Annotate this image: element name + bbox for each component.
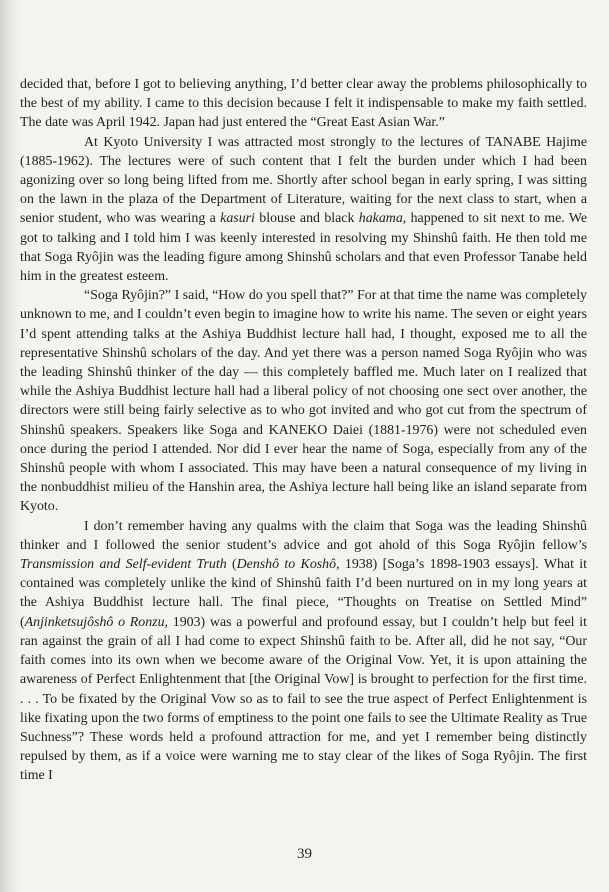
text-run: (: [226, 557, 237, 573]
text-run: blouse and black: [254, 211, 359, 227]
italic-text: Transmission and Self-evident Truth: [20, 557, 227, 573]
paragraph: [20, 517, 587, 786]
text-run: I don’t remember having any qualms with the claim that Soga was the leading Shinshû thinker and I followed the senior student’s advice and got ahold of this Soga Ryôjin fellow’s: [20, 518, 587, 553]
paragraph: [20, 133, 587, 287]
page-number: 39: [297, 846, 312, 862]
italic-text: hakama: [358, 211, 403, 227]
text-run: “Soga Ryôjin?” I said, “How do you spell that?” For at that time the name was completely unknown to me, and I couldn’t even begin to imagine how to write his name. The seven or eight years I’d spent attending talks at the Ashiya Buddhist lecture hall had, I thought, exposed me to all the representative Shinshû scholars of the day. And yet there was a person named Soga Ryôjin who was the leading Shinshû thinker of the day — this completely baffled me. Much later on I realized that while the Ashiya Buddhist lecture hall had a liberal policy of not choosing one sect over another, the directors were still being fairly selective as to who got invited and who got cut from the spectrum of Shinshû speakers. Speakers like Soga and KANEKO Daiei (1881-1976) were not scheduled even once during the period I attended. Nor did I ever hear the name of Soga, especially from any of the Shinshû people with whom I associated. This may have been a natural consequence of my living in the nonbuddhist milieu of the Hanshin area, the Ashiya lecture hall being like an island separate from Kyoto.: [20, 288, 587, 515]
paragraph: [20, 75, 587, 133]
text-run: , happened to sit next to me. We got to talking and I told him I was keenly interested in resolving my Shinshû faith. He then told me that Soga Ryôjin was the leading figure among Shinshû scholars and that even Professor Tanabe held him in the greatest esteem.: [20, 211, 588, 285]
text-run: At Kyoto University I was attracted most strongly to the lectures of TANABE Hajime (1885-1962). The lectures were of such content that I felt the burden under which I had been agonizing over so long being lifted from me. Shortly after school began in early spring, I was sitting on the lawn in the plaza of the Department of Literature, waiting for the next class to start, when a senior student, who was wearing a: [20, 134, 587, 227]
body-text: [20, 75, 587, 786]
italic-text: Anjinketsujôshô o Ronzu: [24, 614, 165, 630]
italic-text: Denshô to Koshô: [236, 557, 337, 573]
italic-text: kasuri: [220, 211, 255, 227]
text-run: , 1903) was a powerful and profound essay, but I couldn’t help but feel it ran against the grain of all I had come to expect Shinshû faith to be. After all, did he not say, “Our faith comes into its own when we become aware of the Original Vow. Yet, it is upon attaining the awareness of Perfect Enlightenment that [the Original Vow] is brought to perfection for the first time. . . . To be fixated by the Original Vow so as to fail to see the true aspect of Perfect Enlightenment is like fixating upon the two forms of emptiness to the point one fails to see the Ultimate Reality as True Suchness”? These words held a profound attraction for me, and yet I remember being distinctly repulsed by them, as if a voice were warning me to stay clear of the likes of Soga Ryôjin. The first time I: [20, 614, 587, 784]
page-gutter-shadow: [0, 0, 20, 892]
text-run: decided that, before I got to believing anything, I’d better clear away the problems philosophically to the best of my ability. I came to this decision because I felt it indispensable to make my faith settled. The date was April 1942. Japan had just entered the “Great East Asian War.”: [20, 77, 587, 131]
paragraph: [20, 286, 587, 516]
text-run: , 1938) [Soga’s 1898-1903 essays]. What it contained was completely unlike the kind of Shinshû faith I’d been nurtured on in my long years at the Ashiya Buddhist lecture hall. The final piece, “Thoughts on Treatise on Settled Mind” (: [20, 557, 587, 630]
